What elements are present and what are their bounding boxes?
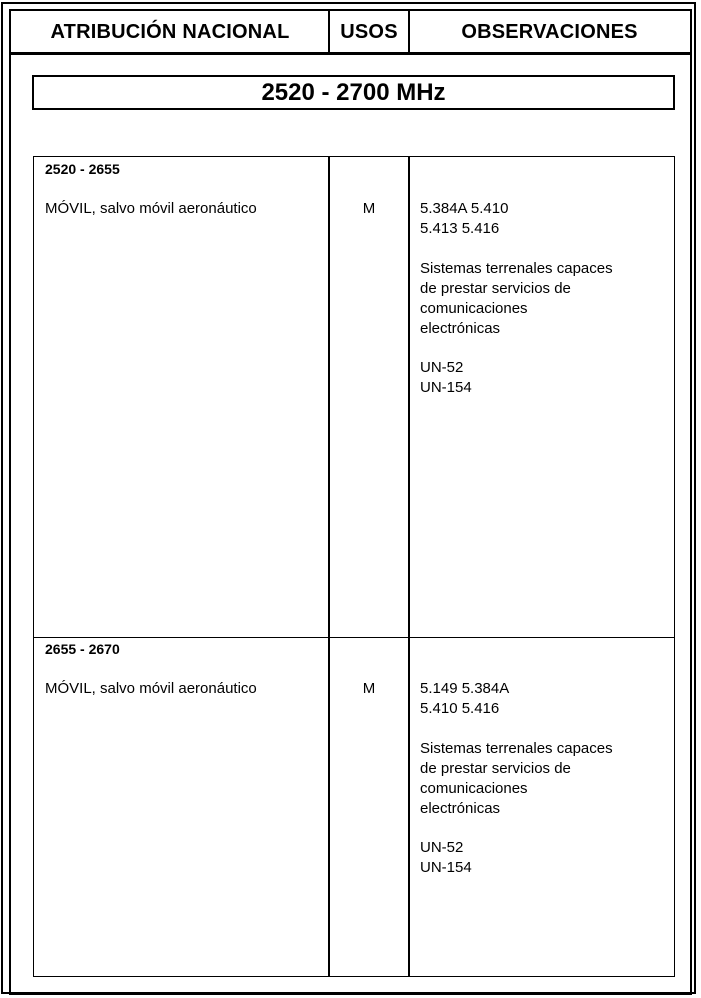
row-use: M xyxy=(362,200,376,217)
row-un-notes xyxy=(420,358,472,398)
footnote-line: 5.384A 5.410 xyxy=(420,200,509,217)
header-bottom-rule xyxy=(11,52,691,55)
note-line: electrónicas xyxy=(420,800,501,817)
row-un-notes xyxy=(420,838,472,878)
row-footnotes xyxy=(420,199,508,239)
un-note: UN-52 xyxy=(420,839,464,856)
footnote-line: 5.410 5.416 xyxy=(420,700,500,717)
header-uses: USOS xyxy=(340,20,398,43)
row-range: 2520 - 2655 xyxy=(45,161,120,177)
column-divider xyxy=(408,156,410,977)
note-line: Sistemas terrenales capaces xyxy=(420,740,613,757)
header-attribution: ATRIBUCIÓN NACIONAL xyxy=(50,20,290,43)
row-use: M xyxy=(362,680,376,697)
header-observations: OBSERVACIONES xyxy=(461,20,638,43)
note-line: de prestar servicios de xyxy=(420,280,571,297)
footnote-line: 5.413 5.416 xyxy=(420,220,500,237)
note-line: comunicaciones xyxy=(420,300,528,317)
row-service: MÓVIL, salvo móvil aeronáutico xyxy=(45,200,257,217)
un-note: UN-154 xyxy=(420,379,472,396)
un-note: UN-52 xyxy=(420,359,464,376)
note-line: electrónicas xyxy=(420,320,501,337)
row-service: MÓVIL, salvo móvil aeronáutico xyxy=(45,680,257,697)
row-note xyxy=(420,259,613,339)
note-line: comunicaciones xyxy=(420,780,528,797)
row-range: 2655 - 2670 xyxy=(45,641,120,657)
column-divider xyxy=(328,156,330,977)
note-line: Sistemas terrenales capaces xyxy=(420,260,613,277)
row-note xyxy=(420,739,613,819)
note-line: de prestar servicios de xyxy=(420,760,571,777)
row-footnotes xyxy=(420,679,509,719)
row-divider xyxy=(33,637,675,638)
band-title: 2520 - 2700 MHz xyxy=(32,75,675,110)
un-note: UN-154 xyxy=(420,859,472,876)
footnote-line: 5.149 5.384A xyxy=(420,680,510,697)
